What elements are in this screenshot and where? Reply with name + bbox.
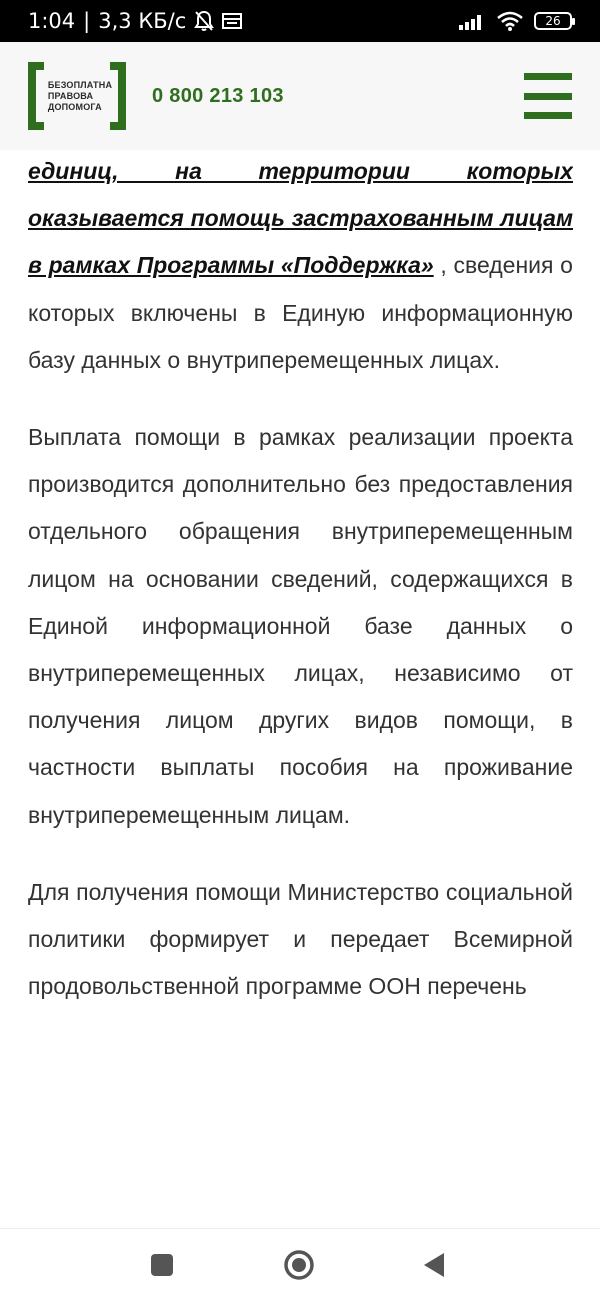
site-header — [0, 42, 600, 150]
battery-icon: 26 — [534, 12, 572, 30]
signal-icon — [458, 11, 486, 31]
program-support-link[interactable]: единиц, на территории которых оказывается помощь застрахованным лицам в рамках Программы «Поддержка» — [28, 158, 573, 279]
bell-off-icon — [194, 10, 214, 32]
back-triangle-icon[interactable] — [422, 1251, 446, 1279]
paragraph-1-text: , сведения о которых включены в Единую информационную базу данных о внутриперемещенных лицах. — [28, 252, 573, 373]
paragraph-3: Для получения помощи Министерство социальной политики формирует и передает Всемирной продовольственной программе ООН перечень — [28, 878, 573, 1000]
logo-line-2: ПРАВОВА — [47, 90, 94, 101]
logo-bracket-left — [28, 62, 44, 130]
paragraph-2: Выплата помощи в рамках реализации проекта производится дополнительно без предоставления отдельного обращения внутриперемещенным лицом на основании сведений, содержащихся в Единой информационной базе данных о внутриперемещенных лицах, независимо от получения лицом других видов помощи, в частности выплаты пособия на проживание внутриперемещенным лицам. — [28, 424, 573, 828]
logo-line-1: БЕЗОПЛАТНА — [47, 79, 113, 90]
status-separator: | — [83, 9, 91, 33]
site-logo[interactable] — [28, 62, 126, 130]
logo-text — [42, 80, 112, 113]
status-left — [28, 9, 242, 33]
wifi-icon — [496, 10, 524, 32]
paragraph-1 — [28, 150, 573, 384]
status-net-speed: 3,3 КБ/с — [98, 9, 187, 33]
menu-bar-2 — [524, 93, 572, 100]
logo-bracket-right — [110, 62, 126, 130]
system-nav-bar — [0, 1228, 600, 1299]
menu-bar-3 — [524, 112, 572, 119]
hamburger-menu-icon[interactable] — [524, 73, 572, 119]
home-circle-icon[interactable] — [283, 1249, 315, 1281]
phone-link[interactable]: 0 800 213 103 — [152, 84, 284, 107]
menu-bar-1 — [524, 73, 572, 80]
article-content — [28, 150, 573, 1228]
status-right — [458, 10, 572, 32]
recents-square-icon[interactable] — [150, 1253, 174, 1277]
status-bar — [0, 0, 600, 42]
status-time: 1:04 — [28, 9, 76, 33]
logo-line-3: ДОПОМОГА — [47, 101, 102, 112]
notification-card-icon — [222, 12, 242, 30]
